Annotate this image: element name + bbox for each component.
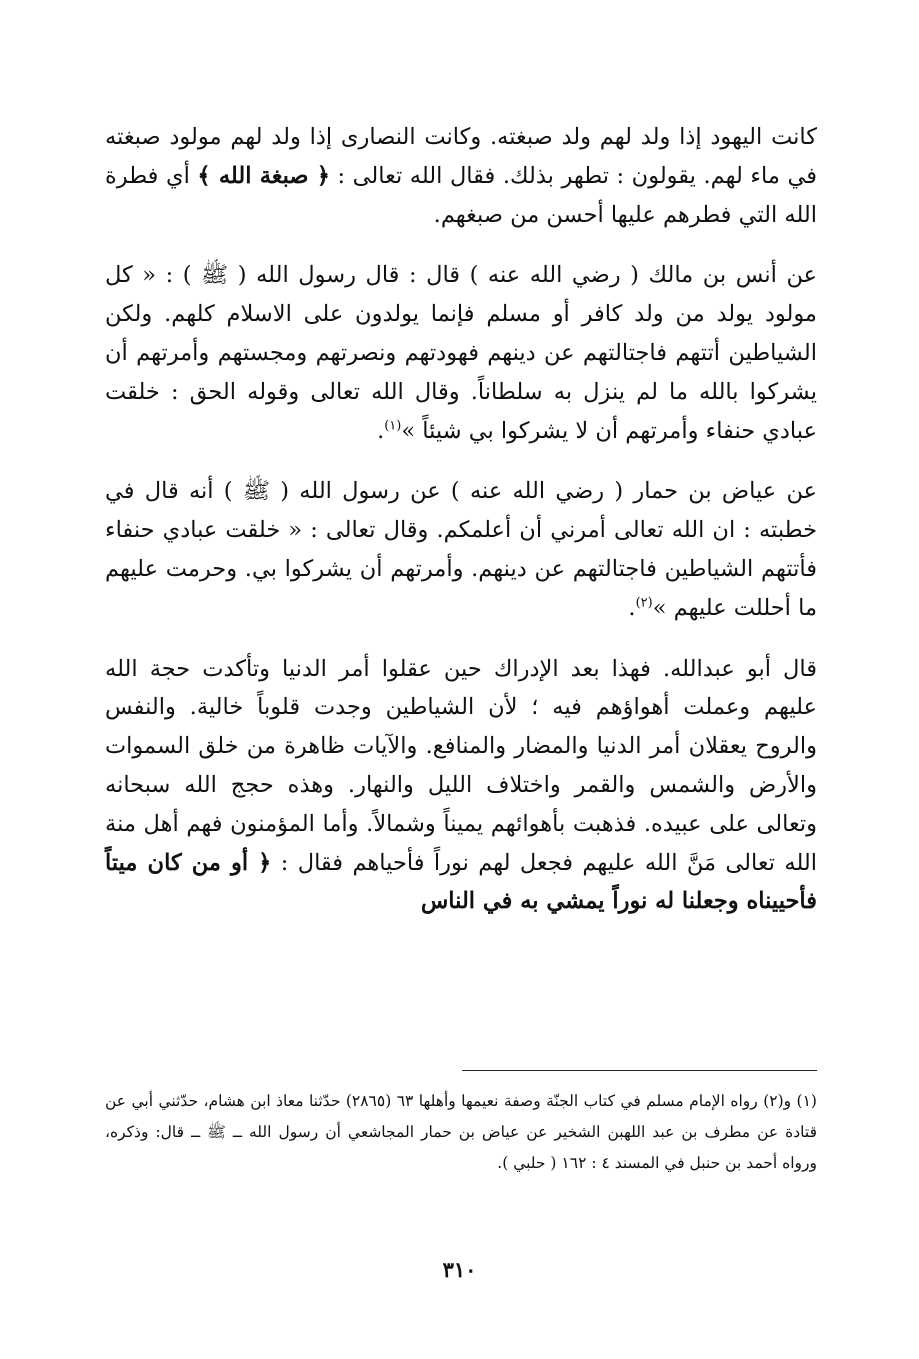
footnote: (١) و(٢) رواه الإمام مسلم في كتاب الجنّة وصفة نعيمها وأهلها ٦٣ (٢٨٦٥) حدّثنا معاذ ابن هشام، حدّثني أبي عن قتادة عن مطرف بن عبد اللهبن الشخير عن عياض بن حمار المجاشعي أن رسول الله ــ ﷺ ــ قال: وذكره، ورواه أحمد بن حنبل في المسند ٤ : ١٦٢ ( حلبي ).: [105, 1092, 817, 1172]
paragraph-3-after: .: [628, 594, 636, 621]
paragraph-2: [105, 256, 817, 450]
paragraph-3-text: عن عياض بن حمار ( رضي الله عنه ) عن رسول الله ( ﷺ ) أنه قال في خطبته : ان الله تعالى أمرني أن أعلمكم. وقال تعالى : « خلقت عبادي حنفاء فأتتهم الشياطين فاجتالتهم عن دينهم. وأمرتهم أن يشركوا بي. وحرمت عليهم ما أحللت عليهم »: [105, 478, 817, 621]
paragraph-2-after: .: [377, 417, 385, 444]
paragraph-1-after: أي فطرة الله التي فطرهم عليها أحسن من صبغهم.: [105, 162, 817, 228]
paragraph-3: [105, 472, 817, 627]
paragraph-2-text: عن أنس بن مالك ( رضي الله عنه ) قال : قال رسول الله ( ﷺ ) : « كل مولود يولد من ولد كافر أو مسلم فإنما يولدون على الاسلام كلهم. ولكن الشياطين أتتهم فاجتالتهم عن دينهم فهودتهم ونصرتهم ومجستهم وأمرتهم أن يشركوا بالله ما لم ينزل به سلطاناً. وقال الله تعالى وقوله الحق : خلقت عبادي حنفاء وأمرتهم أن لا يشركوا بي شيئاً »: [105, 262, 817, 444]
paragraph-1-text: كانت اليهود إذا ولد لهم ولد صبغته. وكانت النصارى إذا ولد لهم مولود صبغته في ماء لهم. يقولون : تطهر بذلك. فقال الله تعالى :: [105, 124, 817, 189]
footnote-divider: [462, 1070, 817, 1071]
paragraph-1: [105, 118, 817, 234]
paragraph-4-text: قال أبو عبدالله. فهذا بعد الإدراك حين عقلوا أمر الدنيا وتأكدت حجة الله عليهم وعملت أهواؤهم فيه ؛ لأن الشياطين وجدت قلوباً خالية. والنفس والروح يعقلان أمر الدنيا والمضار والمنافع. والآيات ظاهرة من خلق السموات والأرض والشمس والقمر واختلاف الليل والنهار. وهذه حجج الله سبحانه وتعالى على عبيده. فذهبت بأهوائهم يميناً وشمالاً. وأما المؤمنون فهم أهل منة الله تعالى مَنَّ الله عليهم فجعل لهم نوراً فأحياهم فقال :: [105, 655, 818, 876]
quran-quote-1: ﴿ صبغة الله ﴾: [197, 162, 330, 189]
page-number: ٣١٠: [442, 1257, 477, 1282]
main-text: [105, 118, 817, 943]
footnote-ref-2: (٢): [635, 595, 653, 611]
quran-quote-2: ﴿ أو من كان ميتاً فأحييناه وجعلنا له نوراً يمشي به في الناس: [105, 849, 817, 915]
paragraph-4: [105, 650, 817, 922]
footnote-ref-1: (١): [384, 418, 402, 434]
